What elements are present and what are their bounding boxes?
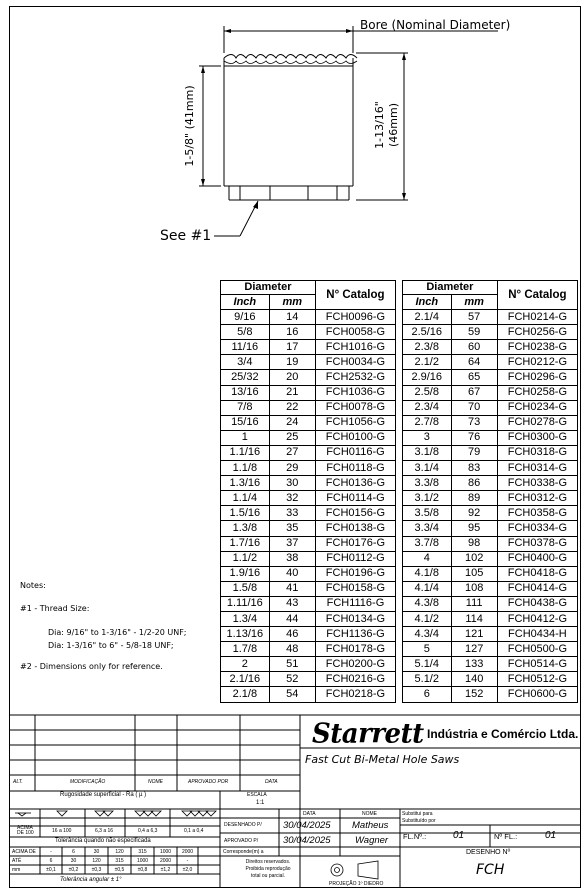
nfl-value: 01 xyxy=(545,830,557,841)
rough-val-3: 0,4 a 6,3 xyxy=(138,828,158,834)
tolerance-row-mm-cell: ±1,2 xyxy=(160,867,171,873)
col-nome: NOME xyxy=(148,779,163,785)
cell-inch: 1.3/16 xyxy=(221,476,270,491)
cell-inch: 4.1/8 xyxy=(403,566,452,581)
col-modificacao: MODIFICAÇÃO xyxy=(70,779,106,785)
cell-mm: 33 xyxy=(269,506,315,521)
fl-value: 01 xyxy=(453,830,465,841)
rough-label: ACIMA DE 100 xyxy=(17,825,34,836)
cell-catalog: FCH0114-G xyxy=(315,491,395,506)
header-inch: Inch xyxy=(221,295,270,310)
note-1: #1 - Thread Size: xyxy=(20,604,90,613)
cell-mm: 76 xyxy=(451,430,497,445)
tolerance-row-ate-label: ATÉ xyxy=(12,858,22,864)
rough-val-1: 16 a 100 xyxy=(52,828,72,834)
note-1a: Dia: 9/16" to 1-3/16" - 1/2-20 UNF; xyxy=(48,628,187,637)
desenho-label: DESENHO Nº xyxy=(466,849,511,856)
tolerance-row-ate-cell: 2000 xyxy=(159,858,172,864)
tolerance-row-mm-label: mm xyxy=(12,867,21,873)
desenhado-data: 30/04/2025 xyxy=(283,820,331,831)
cell-inch: 1.1/16 xyxy=(221,445,270,460)
cell-mm: 17 xyxy=(269,340,315,355)
cell-catalog: FCH0358-G xyxy=(497,506,577,521)
cell-mm: 73 xyxy=(451,415,497,430)
company-name: Indústria e Comércio Ltda. xyxy=(427,727,579,741)
cell-mm: 32 xyxy=(269,491,315,506)
cell-catalog: FCH0158-G xyxy=(315,581,395,596)
nfl-label: Nº FL.: xyxy=(494,832,518,841)
cell-inch: 1.7/16 xyxy=(221,536,270,551)
cell-inch: 2.7/8 xyxy=(403,415,452,430)
tolerance-row-acima-cell: 6 xyxy=(72,849,75,855)
cell-inch: 2 xyxy=(221,657,270,672)
cell-catalog: FCH1016-G xyxy=(315,340,395,355)
tolerance-title: Tolerância quando não especificada xyxy=(55,838,151,844)
cell-catalog: FCH0278-G xyxy=(497,415,577,430)
cell-mm: 41 xyxy=(269,581,315,596)
cell-inch: 3 xyxy=(403,430,452,445)
cell-inch: 4.3/8 xyxy=(403,596,452,611)
cell-mm: 21 xyxy=(269,385,315,400)
cell-inch: 3.1/2 xyxy=(403,491,452,506)
cell-catalog: FCH0258-G xyxy=(497,385,577,400)
nome-label: NOME xyxy=(362,811,377,817)
cell-catalog: FCH1036-G xyxy=(315,385,395,400)
cell-inch: 4.1/2 xyxy=(403,611,452,626)
cell-catalog: FCH0116-G xyxy=(315,445,395,460)
cell-mm: 60 xyxy=(451,340,497,355)
note-1b: Dia: 1-3/16" to 6" - 5/8-18 UNF; xyxy=(48,641,174,650)
tolerance-row-acima-cell: - xyxy=(50,849,52,855)
cell-inch: 1.5/8 xyxy=(221,581,270,596)
cell-inch: 6 xyxy=(403,687,452,702)
cell-catalog: FCH0238-G xyxy=(497,340,577,355)
tolerance-row-acima-cell: 30 xyxy=(93,849,100,855)
cell-catalog: FCH0314-G xyxy=(497,461,577,476)
cell-catalog: FCH0512-G xyxy=(497,672,577,687)
cell-catalog: FCH0096-G xyxy=(315,310,395,325)
cell-mm: 65 xyxy=(451,370,497,385)
cell-mm: 111 xyxy=(451,596,497,611)
projecao-label: PROJEÇÃO 1º DIEDRO xyxy=(329,881,384,887)
cell-inch: 15/16 xyxy=(221,415,270,430)
cell-inch: 1.3/4 xyxy=(221,611,270,626)
cell-inch: 2.1/4 xyxy=(403,310,452,325)
escala-label: ESCALA xyxy=(247,792,267,798)
cell-mm: 95 xyxy=(451,521,497,536)
tolerance-row-acima-cell: 315 xyxy=(138,849,147,855)
cell-mm: 22 xyxy=(269,400,315,415)
cell-inch: 1.11/16 xyxy=(221,596,270,611)
tolerance-row-acima-cell: 1000 xyxy=(159,849,172,855)
cell-catalog: FCH0138-G xyxy=(315,521,395,536)
cell-catalog: FCH1116-G xyxy=(315,596,395,611)
cell-inch: 2.1/8 xyxy=(221,687,270,702)
cell-catalog: FCH0200-G xyxy=(315,657,395,672)
cell-mm: 79 xyxy=(451,445,497,460)
cell-inch: 1.3/8 xyxy=(221,521,270,536)
left-dimension-label: 1-5/8" (41mm) xyxy=(183,85,196,167)
tolerance-row-ate-cell: 120 xyxy=(92,858,101,864)
cell-catalog: FCH0176-G xyxy=(315,536,395,551)
cell-mm: 102 xyxy=(451,551,497,566)
col-data: DATA xyxy=(265,779,278,785)
cell-mm: 98 xyxy=(451,536,497,551)
rugosidade-label: Rugosidade superficial - Ra ( µ ) xyxy=(60,792,147,798)
cell-catalog: FCH0078-G xyxy=(315,400,395,415)
cell-mm: 57 xyxy=(451,310,497,325)
cell-inch: 9/16 xyxy=(221,310,270,325)
cell-mm: 140 xyxy=(451,672,497,687)
cell-mm: 44 xyxy=(269,611,315,626)
cell-inch: 2.5/8 xyxy=(403,385,452,400)
header-mm: mm xyxy=(269,295,315,310)
cell-mm: 108 xyxy=(451,581,497,596)
fl-label: FL.Nº.: xyxy=(403,832,427,841)
bore-label: Bore (Nominal Diameter) xyxy=(360,18,511,32)
tolerance-row-mm-cell: ±0,5 xyxy=(114,867,125,873)
direitos-line-1: Direitos reservados. xyxy=(245,859,291,865)
cell-catalog: FCH0178-G xyxy=(315,642,395,657)
header-inch: Inch xyxy=(403,295,452,310)
cell-catalog: FCH0312-G xyxy=(497,491,577,506)
cell-inch: 4.3/4 xyxy=(403,627,452,642)
substitui-label: Substitui para xyxy=(402,811,433,817)
cell-catalog: FCH0600-G xyxy=(497,687,577,702)
header-catalog: N° Catalog xyxy=(497,281,577,310)
cell-inch: 1.1/4 xyxy=(221,491,270,506)
cell-catalog: FCH0216-G xyxy=(315,672,395,687)
desenhado-label: DESENHADO P/ xyxy=(224,822,262,828)
cell-inch: 5.1/2 xyxy=(403,672,452,687)
cell-catalog: FCH0500-G xyxy=(497,642,577,657)
cell-mm: 30 xyxy=(269,476,315,491)
cell-inch: 4 xyxy=(403,551,452,566)
tolerance-row-mm-cell: ±2,0 xyxy=(182,867,193,873)
cell-mm: 70 xyxy=(451,400,497,415)
cell-mm: 51 xyxy=(269,657,315,672)
cell-mm: 54 xyxy=(269,687,315,702)
cell-inch: 2.1/2 xyxy=(403,355,452,370)
cell-catalog: FCH0034-G xyxy=(315,355,395,370)
direitos-line-3: total ou parcial. xyxy=(251,873,285,879)
cell-inch: 2.9/16 xyxy=(403,370,452,385)
cell-inch: 11/16 xyxy=(221,340,270,355)
cell-inch: 4.1/4 xyxy=(403,581,452,596)
cell-mm: 19 xyxy=(269,355,315,370)
tolerance-row-mm-cell: ±0,8 xyxy=(137,867,148,873)
cell-inch: 5 xyxy=(403,642,452,657)
cell-mm: 86 xyxy=(451,476,497,491)
cell-inch: 1.5/16 xyxy=(221,506,270,521)
col-alt: ALT. xyxy=(13,779,23,785)
cell-catalog: FCH1136-G xyxy=(315,627,395,642)
cell-mm: 121 xyxy=(451,627,497,642)
cell-mm: 43 xyxy=(269,596,315,611)
cell-catalog: FCH0100-G xyxy=(315,430,395,445)
cell-inch: 1.7/8 xyxy=(221,642,270,657)
tolerance-row-ate-cell: 315 xyxy=(115,858,124,864)
tolerance-row-mm-cell: ±0,1 xyxy=(46,867,56,873)
cell-mm: 89 xyxy=(451,491,497,506)
cell-inch: 2.5/16 xyxy=(403,325,452,340)
cell-inch: 1 xyxy=(221,430,270,445)
tolerance-row-ate-cell: 1000 xyxy=(136,858,149,864)
cell-inch: 1.13/16 xyxy=(221,627,270,642)
cell-mm: 37 xyxy=(269,536,315,551)
cell-catalog: FCH2532-G xyxy=(315,370,395,385)
cell-mm: 152 xyxy=(451,687,497,702)
data-label: DATA xyxy=(303,811,316,817)
cell-catalog: FCH0214-G xyxy=(497,310,577,325)
tolerance-row-ate-cell: 6 xyxy=(49,858,53,864)
cell-inch: 7/8 xyxy=(221,400,270,415)
product-title: Fast Cut Bi-Metal Hole Saws xyxy=(305,753,460,766)
cell-mm: 83 xyxy=(451,461,497,476)
cell-mm: 14 xyxy=(269,310,315,325)
cell-catalog: FCH0136-G xyxy=(315,476,395,491)
cell-catalog: FCH0112-G xyxy=(315,551,395,566)
cell-mm: 105 xyxy=(451,566,497,581)
cell-catalog: FCH0234-G xyxy=(497,400,577,415)
cell-inch: 3.3/4 xyxy=(403,521,452,536)
desenho-value: FCH xyxy=(476,862,505,878)
aprovado-nome: Wagner xyxy=(355,835,389,846)
cell-catalog: FCH0400-G xyxy=(497,551,577,566)
cell-inch: 25/32 xyxy=(221,370,270,385)
cell-catalog: FCH0212-G xyxy=(497,355,577,370)
notes-title: Notes: xyxy=(20,581,46,590)
cell-inch: 3.1/8 xyxy=(403,445,452,460)
cell-inch: 5/8 xyxy=(221,325,270,340)
cell-catalog: FCH0296-G xyxy=(497,370,577,385)
cell-inch: 2.1/16 xyxy=(221,672,270,687)
right-dimension-label: 1-13/16" xyxy=(373,101,386,149)
cell-catalog: FCH0118-G xyxy=(315,461,395,476)
cell-mm: 114 xyxy=(451,611,497,626)
cell-catalog: FCH0058-G xyxy=(315,325,395,340)
tolerance-row-mm-cell: ±0,3 xyxy=(91,867,102,873)
cell-mm: 64 xyxy=(451,355,497,370)
cell-catalog: FCH0134-G xyxy=(315,611,395,626)
cell-inch: 1.1/2 xyxy=(221,551,270,566)
cell-mm: 92 xyxy=(451,506,497,521)
cell-catalog: FCH0434-H xyxy=(497,627,577,642)
cell-inch: 3.3/8 xyxy=(403,476,452,491)
cell-inch: 3/4 xyxy=(221,355,270,370)
cell-inch: 1.9/16 xyxy=(221,566,270,581)
tolerance-row-acima-label: ACIMA DE xyxy=(12,849,36,855)
tolerance-row-ate-cell: - xyxy=(186,858,189,864)
cell-mm: 52 xyxy=(269,672,315,687)
header-diameter: Diameter xyxy=(403,281,498,295)
cell-inch: 2.3/8 xyxy=(403,340,452,355)
cell-inch: 3.5/8 xyxy=(403,506,452,521)
header-mm: mm xyxy=(451,295,497,310)
cell-catalog: FCH0156-G xyxy=(315,506,395,521)
cell-inch: 5.1/4 xyxy=(403,657,452,672)
see-note-label: See #1 xyxy=(160,228,212,244)
starrett-logo: Starrett xyxy=(312,718,424,750)
escala-value: 1:1 xyxy=(256,800,265,806)
cell-inch: 13/16 xyxy=(221,385,270,400)
cell-catalog: FCH0196-G xyxy=(315,566,395,581)
note-2: #2 - Dimensions only for reference. xyxy=(20,662,163,671)
cell-catalog: FCH0338-G xyxy=(497,476,577,491)
cell-mm: 27 xyxy=(269,445,315,460)
cell-mm: 16 xyxy=(269,325,315,340)
aprovado-label: APROVADO P/ xyxy=(224,838,259,844)
tolerance-row-ate-cell: 30 xyxy=(70,858,77,864)
cell-mm: 35 xyxy=(269,521,315,536)
cell-mm: 133 xyxy=(451,657,497,672)
cell-inch: 3.7/8 xyxy=(403,536,452,551)
cell-catalog: FCH0318-G xyxy=(497,445,577,460)
cell-mm: 59 xyxy=(451,325,497,340)
cell-mm: 46 xyxy=(269,627,315,642)
cell-catalog: FCH0218-G xyxy=(315,687,395,702)
cell-catalog: FCH0256-G xyxy=(497,325,577,340)
cell-mm: 40 xyxy=(269,566,315,581)
cell-mm: 29 xyxy=(269,461,315,476)
tolerance-row-acima-cell: 120 xyxy=(115,849,124,855)
cell-catalog: FCH0300-G xyxy=(497,430,577,445)
rough-val-2: 6,3 a 16 xyxy=(95,828,114,834)
substituido-label: Substituído por xyxy=(402,818,436,824)
rough-val-4: 0,1 a 0,4 xyxy=(184,828,204,834)
cell-mm: 24 xyxy=(269,415,315,430)
cell-catalog: FCH1056-G xyxy=(315,415,395,430)
tolerance-angular: Tolerância angular ± 1° xyxy=(60,877,122,883)
cell-mm: 67 xyxy=(451,385,497,400)
header-catalog: N° Catalog xyxy=(315,281,395,310)
cell-catalog: FCH0378-G xyxy=(497,536,577,551)
direitos-line-2: Proibida reprodução xyxy=(245,866,291,872)
cell-catalog: FCH0414-G xyxy=(497,581,577,596)
aprovado-data: 30/04/2025 xyxy=(283,835,331,846)
header-diameter: Diameter xyxy=(221,281,316,295)
right-dimension-label-mm: (46mm) xyxy=(387,103,400,148)
cell-catalog: FCH0438-G xyxy=(497,596,577,611)
tolerance-row-mm-cell: ±0,2 xyxy=(68,867,79,873)
tolerance-row-acima-cell: 2000 xyxy=(181,849,194,855)
corresponde-label: Corresponde(m) a xyxy=(223,849,264,855)
cell-catalog: FCH0514-G xyxy=(497,657,577,672)
cell-mm: 127 xyxy=(451,642,497,657)
cell-inch: 2.3/4 xyxy=(403,400,452,415)
cell-inch: 3.1/4 xyxy=(403,461,452,476)
cell-catalog: FCH0418-G xyxy=(497,566,577,581)
cell-catalog: FCH0334-G xyxy=(497,521,577,536)
col-aprovado: APROVADO POR xyxy=(188,779,229,785)
cell-mm: 48 xyxy=(269,642,315,657)
cell-mm: 38 xyxy=(269,551,315,566)
cell-catalog: FCH0412-G xyxy=(497,611,577,626)
cell-mm: 25 xyxy=(269,430,315,445)
cell-mm: 20 xyxy=(269,370,315,385)
cell-inch: 1.1/8 xyxy=(221,461,270,476)
desenhado-nome: Matheus xyxy=(352,820,389,831)
